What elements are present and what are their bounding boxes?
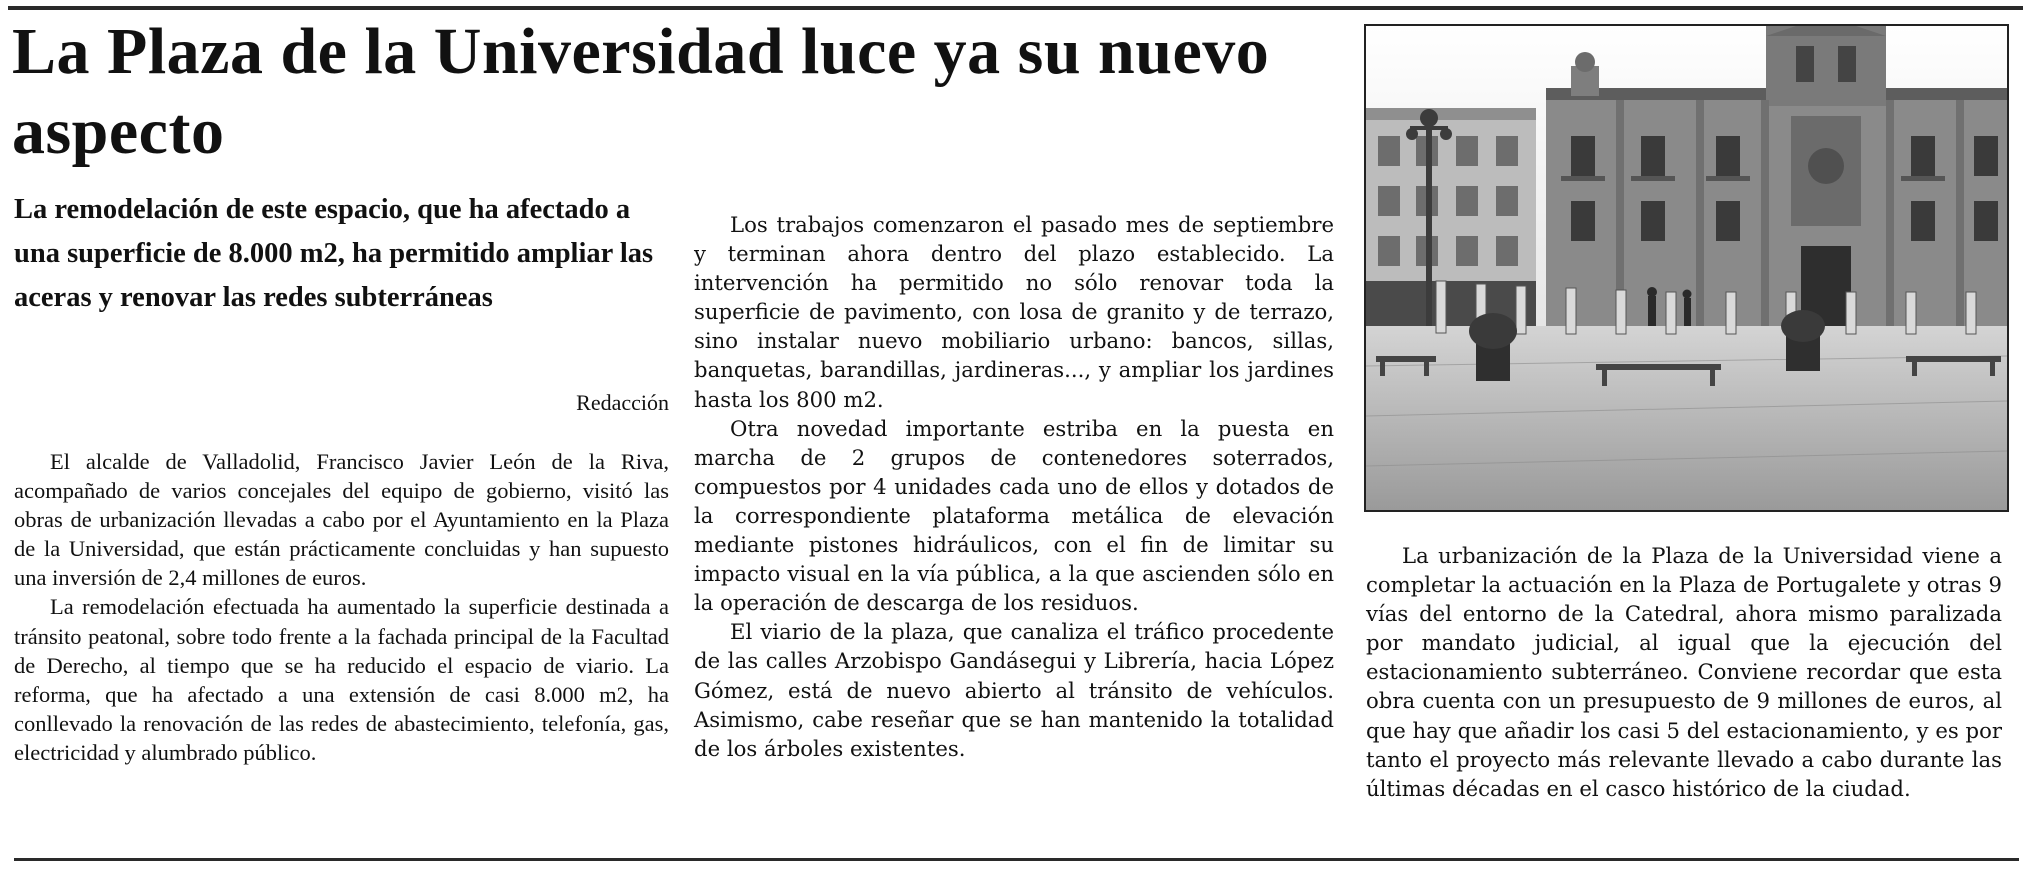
top-rule — [8, 6, 2023, 10]
column-1 — [14, 447, 669, 767]
column-3 — [1366, 541, 2002, 803]
university-facade-photo — [1364, 24, 2009, 512]
pavement — [1366, 326, 2007, 510]
byline: Redacción — [576, 390, 669, 415]
paragraph: El viario de la plaza, que canaliza el tráfico procedente de las calles Arzobispo Gandásegui y Librería, hacia López Gómez, está de nuevo abierto al tránsito de vehículos. Asimismo, cabe reseñar que se han mantenido la totalidad de los árboles existentes. — [694, 619, 1334, 761]
paragraph: La remodelación efectuada ha aumentado la superficie destinada a tránsito peatonal, sobre todo frente a la fachada principal de la Facultad de Derecho, al tiempo que se ha reducido el espacio de viario. La reforma, que ha afectado a una extensión de casi 8.000 m2, ha conllevado la renovación de las redes de abastecimiento, telefonía, gas, electricidad y alumbrado público. — [14, 594, 669, 765]
paragraph: Los trabajos comenzaron el pasado mes de septiembre y terminan ahora dentro del plazo establecido. La intervención ha permitido no sólo renovar toda la superficie de pavimento, con losa de granito y de terrazo, sino instalar nuevo mobiliario urbano: bancos, sillas, banquetas, barandillas, jardineras..., y ampliar los jardines hasta los 800 m2. — [694, 212, 1334, 412]
paragraph: Otra novedad importante estriba en la puesta en marcha de 2 grupos de contenedores soterrados, compuestos por 4 unidades cada uno de ellos y dotados de la correspondiente plataforma metálica de elevación mediante pistones hidráulicos, con el fin de limitar su impacto visual en la vía pública, a la que ascienden sólo en la operación de descarga de los residuos. — [694, 415, 1334, 616]
bottom-rule — [14, 858, 2019, 861]
paragraph: El alcalde de Valladolid, Francisco Javier León de la Riva, acompañado de varios concejales del equipo de gobierno, visitó las obras de urbanización llevadas a cabo por el Ayuntamiento en la Plaza de la Universidad, que están prácticamente concluidas y han supuesto una inversión de 2,4 millones de euros. — [14, 449, 669, 591]
paragraph: La urbanización de la Plaza de la Universidad viene a completar la actuación en la Plaza de Portugalete y otras 9 vías del entorno de la Catedral, ahora mismo paralizada por mandato judicial, al igual que la ejecución del estacionamiento subterráneo. Conviene recordar que esta obra cuenta con un presupuesto de 9 millones de euros, al que hay que añadir los casi 5 del estacionamiento, y es por tanto el proyecto más relevante llevado a cabo durante las últimas décadas en el casco histórico de la ciudad. — [1366, 543, 2002, 801]
column-2 — [694, 210, 1334, 763]
photo-illustration — [1366, 26, 2007, 510]
left-building — [1366, 108, 1536, 346]
subtitle: La remodelación de este espacio, que ha afectado a una superficie de 8.000 m2, ha permitido ampliar las aceras y renovar las redes subterráneas — [14, 194, 654, 313]
headline: La Plaza de la Universidad luce ya su nuevo aspecto — [12, 15, 1270, 168]
